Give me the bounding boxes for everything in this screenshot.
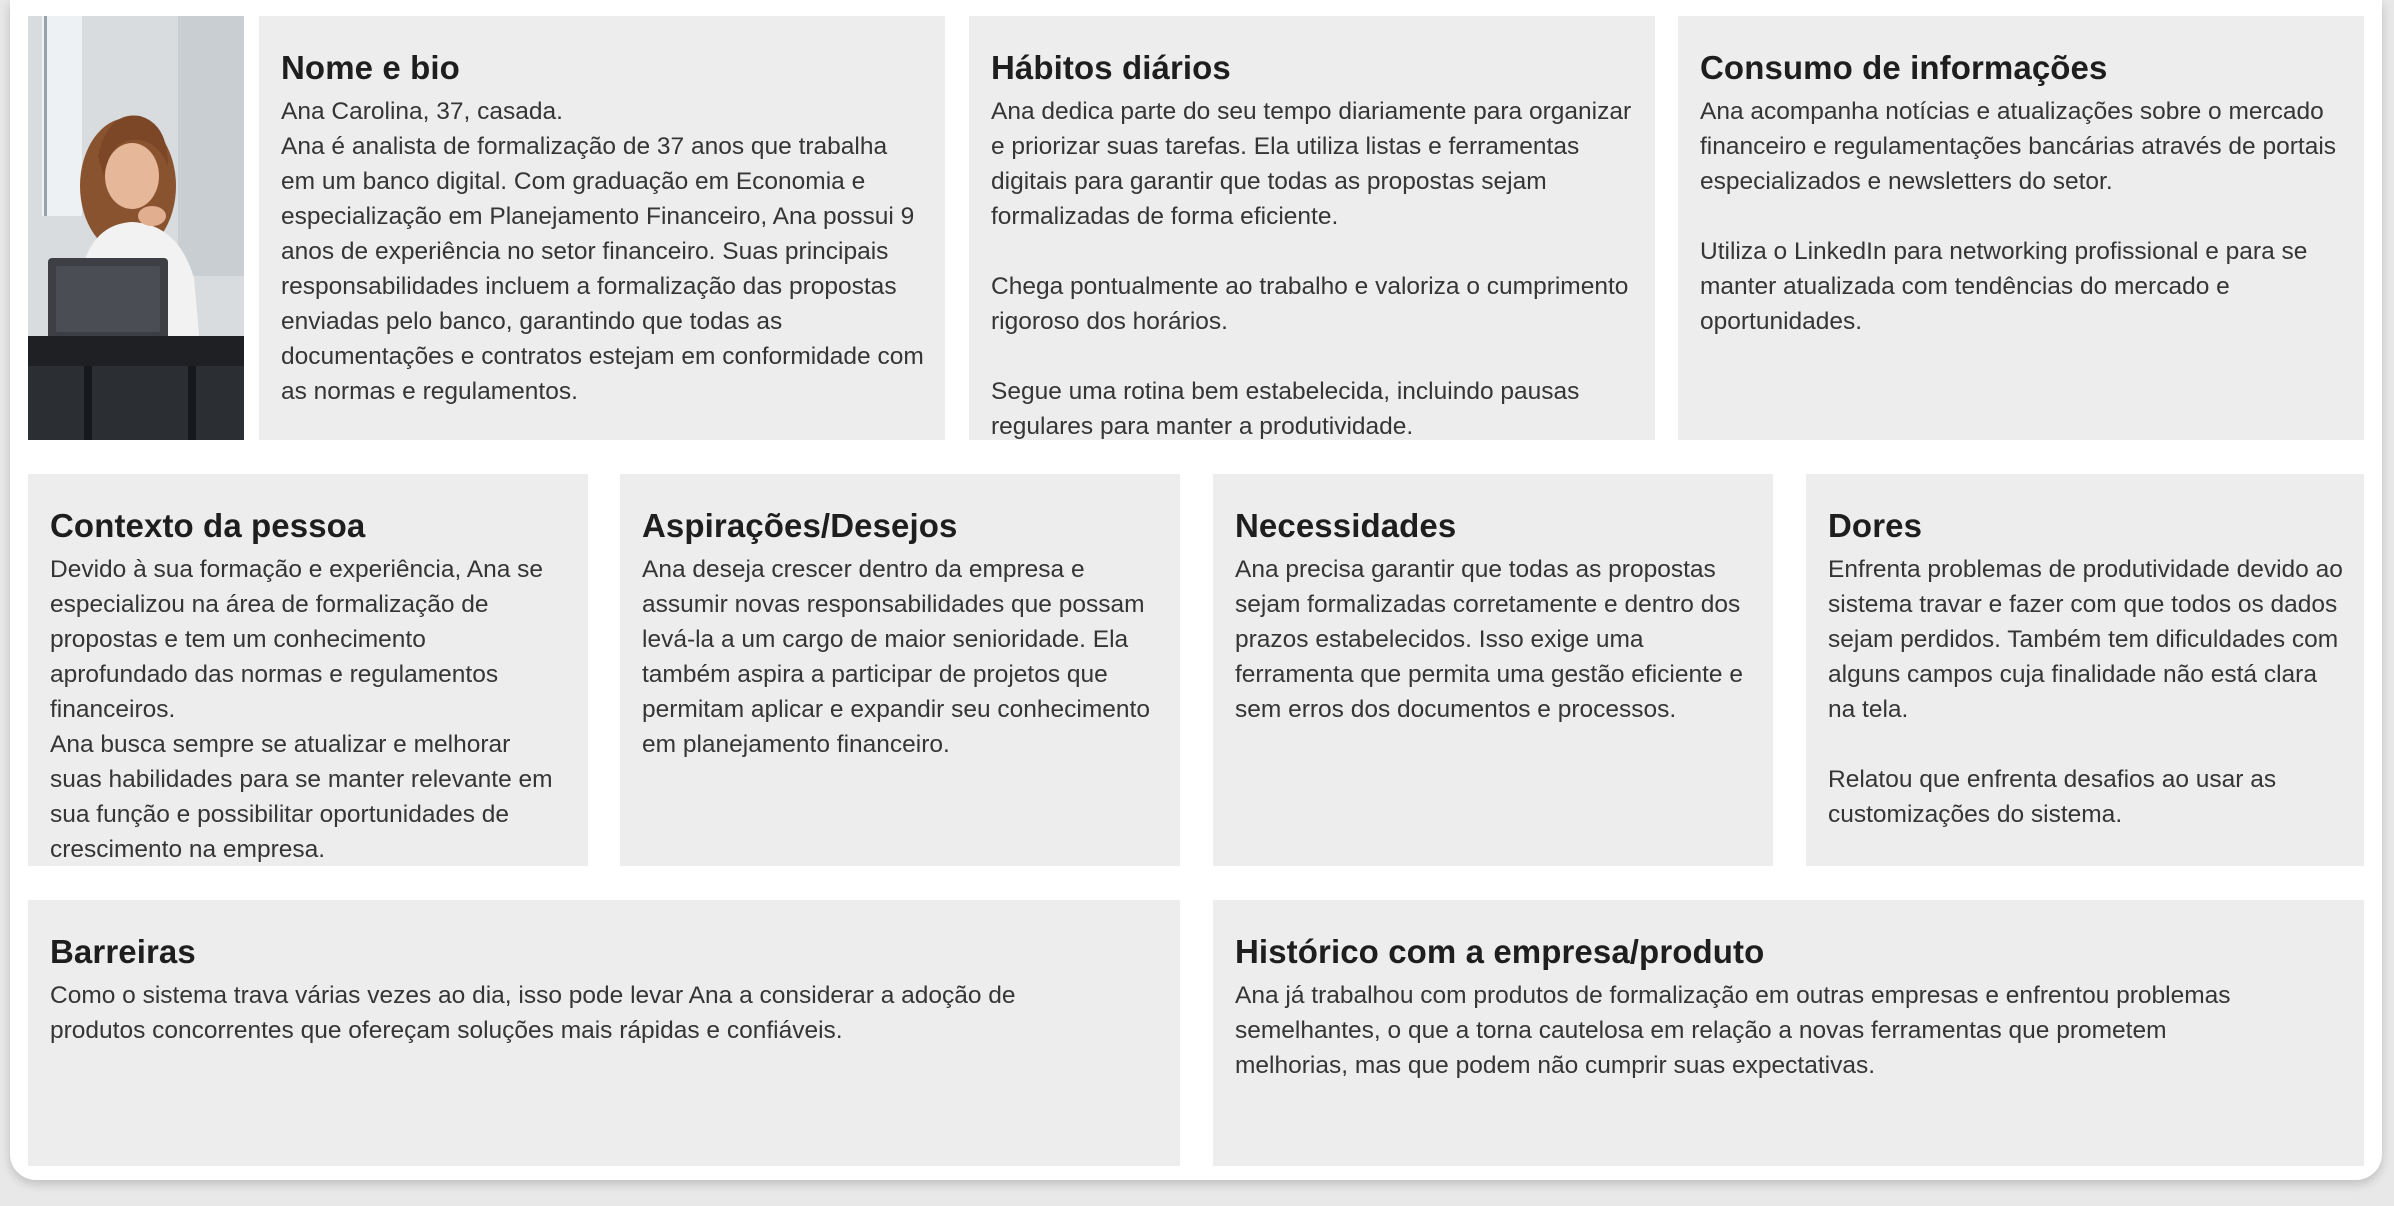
paragraph: Ana acompanha notícias e atualizações sobre o mercado financeiro e regulamentações bancárias através de portais especializados e newsletters do setor.: [1700, 98, 2337, 195]
card-barreiras: [28, 900, 1180, 1166]
card-title: Histórico com a empresa/produto: [1235, 933, 1765, 970]
card-body: [281, 94, 925, 409]
card-dores: [1806, 474, 2364, 866]
persona-summary: Ana Carolina, 37, casada.: [281, 98, 563, 125]
paragraph: Ana já trabalhou com produtos de formalização em outras empresas e enfrentou problemas semelhantes, o que a torna cautelosa em relação a novas ferramentas que prometem melhorias, mas que podem não cumprir suas expectativas.: [1235, 982, 2231, 1079]
card-title: Barreiras: [50, 933, 196, 970]
paragraph: Devido à sua formação e experiência, Ana se especializou na área de formalização de propostas e tem um conhecimento aprofundado das normas e regulamentos financeiros.: [50, 556, 544, 723]
card-title: Necessidades: [1235, 507, 1457, 544]
card-consumo: [1678, 16, 2364, 440]
card-body: [50, 978, 1090, 1048]
card-body: [642, 552, 1160, 762]
card-body: [1235, 552, 1753, 727]
card-body: [1828, 552, 2344, 832]
card-habitos: [969, 16, 1655, 440]
card-body: [1700, 94, 2344, 339]
paragraph: Chega pontualmente ao trabalho e valoriza o cumprimento rigoroso dos horários.: [991, 273, 1629, 335]
card-title: Nome e bio: [281, 49, 460, 86]
persona-photo: [28, 16, 244, 440]
paragraph: Ana busca sempre se atualizar e melhorar suas habilidades para se manter relevante em sua função e possibilitar oportunidades de crescimento na empresa.: [50, 731, 553, 863]
card-nome-bio: [259, 16, 945, 440]
paragraph: Relatou que enfrenta desafios ao usar as customizações do sistema.: [1828, 766, 2277, 828]
card-body: [1235, 978, 2245, 1083]
card-title: Hábitos diários: [991, 49, 1231, 86]
card-body: [50, 552, 568, 867]
card-title: Consumo de informações: [1700, 49, 2108, 86]
card-necessidades: [1213, 474, 1773, 866]
card-historico: [1213, 900, 2364, 1166]
paragraph: Enfrenta problemas de produtividade devido ao sistema travar e fazer com que todos os dados sejam perdidos. Também tem dificuldades com alguns campos cuja finalidade não está clara na tela.: [1828, 556, 2343, 723]
paragraph: Segue uma rotina bem estabelecida, incluindo pausas regulares para manter a produtividade.: [991, 378, 1580, 440]
card-contexto: [28, 474, 588, 866]
paragraph: Ana dedica parte do seu tempo diariamente para organizar e priorizar suas tarefas. Ela utiliza listas e ferramentas digitais para garantir que todas as propostas sejam formalizadas de forma eficiente.: [991, 98, 1632, 230]
persona-sheet: [10, 0, 2382, 1180]
card-title: Contexto da pessoa: [50, 507, 366, 544]
persona-bio: Ana é analista de formalização de 37 anos que trabalha em um banco digital. Com graduação em Economia e especialização em Planejamento Financeiro, Ana possui 9 anos de experiência no setor financeiro. Suas principais responsabilidades incluem a formalização das propostas enviadas pelo banco, garantindo que todas as documentações e contratos estejam em conformidade com as normas e regulamentos.: [281, 133, 924, 405]
card-body: [991, 94, 1635, 444]
card-title: Aspirações/Desejos: [642, 507, 958, 544]
paragraph: Como o sistema trava várias vezes ao dia, isso pode levar Ana a considerar a adoção de produtos concorrentes que ofereçam soluções mais rápidas e confiáveis.: [50, 982, 1016, 1044]
card-title: Dores: [1828, 507, 1923, 544]
persona-photo-illustration: [28, 16, 244, 440]
card-aspiracoes: [620, 474, 1180, 866]
paragraph: Ana precisa garantir que todas as propostas sejam formalizadas corretamente e dentro dos prazos estabelecidos. Isso exige uma ferramenta que permita uma gestão eficiente e sem erros dos documentos e processos.: [1235, 556, 1743, 723]
paragraph: Utiliza o LinkedIn para networking profissional e para se manter atualizada com tendências do mercado e oportunidades.: [1700, 238, 2308, 335]
paragraph: Ana deseja crescer dentro da empresa e assumir novas responsabilidades que possam levá-la a um cargo de maior senioridade. Ela também aspira a participar de projetos que permitam aplicar e expandir seu conhecimento em planejamento financeiro.: [642, 556, 1150, 758]
